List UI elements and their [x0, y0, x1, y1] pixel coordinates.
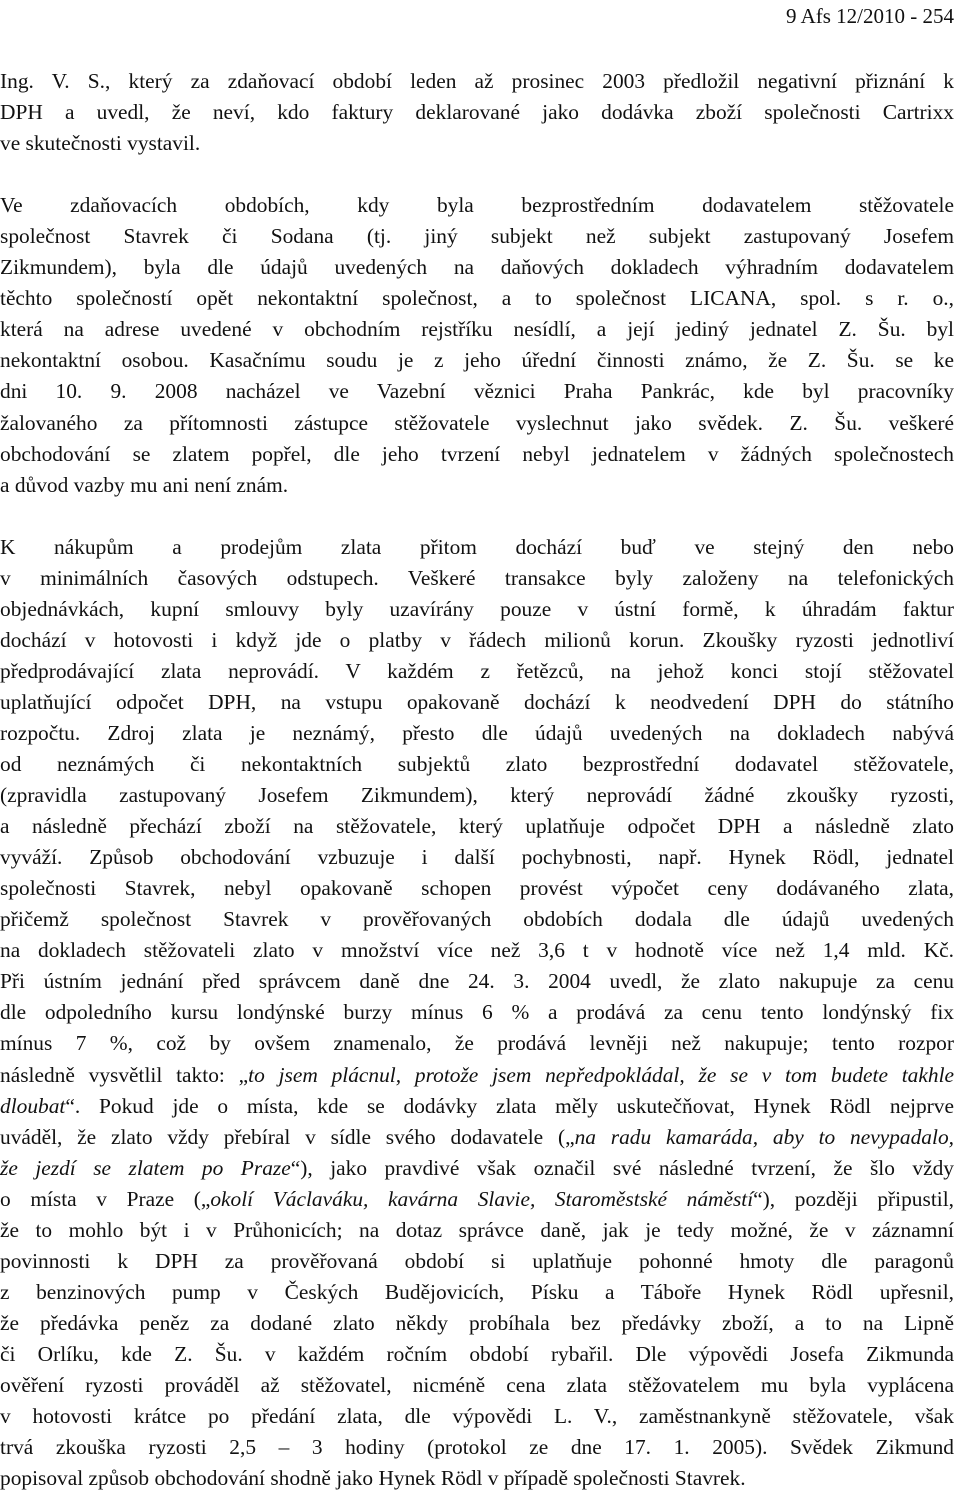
text-line — [0, 563, 954, 594]
text-segment: obchodování se zlatem popřel, dle jeho tvrzení nebyl jednatelem v žádných společnostech — [0, 441, 954, 466]
text-segment: objednávkách, kupní smlouvy byly uzavírány pouze v ústní formě, k úhradám faktur — [0, 596, 954, 621]
text-line — [0, 1370, 954, 1401]
text-line — [0, 283, 954, 314]
quoted-testimony: to jsem plácnul, protože jsem nepředpokládal, že se v tom budete takhle — [248, 1062, 954, 1087]
text-segment: DPH a uvedl, že neví, kdo faktury deklarované jako dodávka zboží společnosti Cartrixx — [0, 100, 954, 125]
text-segment: nekontaktní osobou. Kasačnímu soudu je z jeho úřední činnosti známo, že Z. Šu. se ke — [0, 348, 954, 373]
text-segment: na dokladech stěžovateli zlato v množství více než 3,6 t v hodnotě více než 1,4 mld. Kč. — [0, 938, 954, 963]
text-segment: o místa v Praze („ — [0, 1186, 211, 1211]
text-segment: dle odpoledního kursu londýnské burzy mínus 6 % a prodává za cenu tento londýnský fix — [0, 1000, 954, 1025]
text-segment: Při ústním jednání před správcem daně dne 24. 3. 2004 uvedl, že zlato nakupuje za cenu — [0, 969, 954, 994]
text-line — [0, 1463, 954, 1494]
text-segment: a následně přechází zboží na stěžovatele, který uplatňuje odpočet DPH a následně zlato — [0, 814, 954, 839]
text-line — [0, 1028, 954, 1059]
text-segment: trvá zkouška ryzosti 2,5 – 3 hodiny (protokol ze dne 17. 1. 2005). Svědek Zikmund — [0, 1435, 954, 1460]
text-segment: Zikmundem), byla dle údajů uvedených na daňových dokladech výhradním dodavatelem — [0, 255, 954, 280]
text-line — [0, 780, 954, 811]
text-line — [0, 997, 954, 1028]
text-line — [0, 470, 954, 501]
text-line — [0, 66, 954, 97]
text-line — [0, 190, 954, 221]
text-segment: (zpravidla zastupovaný Josefem Zikmundem), který neprovádí žádné zkoušky ryzosti, — [0, 783, 954, 808]
text-line — [0, 749, 954, 780]
text-line — [0, 935, 954, 966]
text-line — [0, 439, 954, 470]
text-segment: povinnosti k DPH za prověřovaná období si uplatňuje pohonné hmoty dle paragonů — [0, 1248, 954, 1273]
text-segment: Ing. V. S., který za zdaňovací období leden až prosinec 2003 předložil negativní přiznání k — [0, 69, 954, 93]
text-line — [0, 97, 954, 128]
text-line — [0, 128, 954, 159]
text-line — [0, 1432, 954, 1463]
paragraph-gap — [0, 501, 954, 532]
paragraph-gap — [0, 159, 954, 190]
document-body — [0, 66, 954, 1494]
text-line — [0, 1215, 954, 1246]
paragraph — [0, 190, 954, 500]
text-segment: mínus 7 %, což by ovšem znamenalo, že prodává levněji než nakupuje; tento rozpor — [0, 1031, 954, 1056]
page-header — [786, 2, 954, 30]
text-segment: ověření ryzosti prováděl až stěžovatel, nicméně cena zlata stěžovatelem mu byla vyplácena — [0, 1372, 954, 1397]
text-line — [0, 873, 954, 904]
text-line — [0, 1308, 954, 1339]
text-line — [0, 904, 954, 935]
text-line — [0, 1277, 954, 1308]
text-segment: “), jako pravdivé však označil své následné tvrzení, že šlo vždy — [290, 1155, 954, 1180]
paragraph — [0, 66, 954, 159]
text-segment: společnost Stavrek či Sodana (tj. jiný subjekt než subjekt zastupovaný Josefem — [0, 224, 954, 249]
text-segment: že to mohlo být i v Průhonicích; na dotaz správce daně, jak je tedy možné, že v záznamní — [0, 1217, 954, 1242]
quoted-testimony: na radu kamaráda, aby to nevypadalo, — [574, 1124, 954, 1149]
text-segment: společnosti Stavrek, nebyl opakovaně schopen provést výpočet ceny dodávaného zlata, — [0, 876, 954, 901]
text-line — [0, 966, 954, 997]
text-segment: která na adrese uvedené v obchodním rejstříku nesídlí, a její jediný jednatel Z. Šu. byl — [0, 317, 954, 342]
text-line — [0, 1401, 954, 1432]
text-segment: vyváží. Způsob obchodování vzbuzuje i další pochybnosti, např. Hynek Rödl, jednatel — [0, 845, 954, 870]
text-line — [0, 345, 954, 376]
text-segment: že předávka peněz za dodané zlato někdy probíhala bez předávky zboží, a to na Lipně — [0, 1310, 954, 1335]
text-segment: žalovaného za přítomnosti zástupce stěžovatele vyslechnut jako svědek. Z. Šu. veškeré — [0, 410, 954, 435]
case-number: 9 Afs 12/2010 - 254 — [786, 4, 954, 28]
text-segment: těchto společností opět nekontaktní společnost, a to společnost LICANA, spol. s r. o., — [0, 286, 954, 311]
text-segment: “. Pokud jde o místa, kde se dodávky zlata měly uskutečňovat, Hynek Rödl nejprve — [65, 1093, 954, 1118]
text-segment: předprodávající zlata neprovádí. V každém z řetězců, na jehož konci stojí stěžovatel — [0, 658, 954, 683]
text-line — [0, 408, 954, 439]
text-segment: Ve zdaňovacích obdobích, kdy byla bezprostředním dodavatelem stěžovatele — [0, 193, 954, 218]
quoted-testimony: že jezdí se zlatem po Praze — [0, 1155, 291, 1180]
text-line — [0, 314, 954, 345]
text-line — [0, 687, 954, 718]
text-segment: přičemž společnost Stavrek v prověřovaných obdobích dodala dle údajů uvedených — [0, 907, 954, 932]
text-segment: v minimálních časových odstupech. Veškeré transakce byly založeny na telefonických — [0, 565, 954, 590]
text-line — [0, 252, 954, 283]
text-line — [0, 1184, 954, 1215]
text-line — [0, 594, 954, 625]
text-line — [0, 811, 954, 842]
text-line — [0, 1091, 954, 1122]
text-segment: od neznámých či nekontaktních subjektů zlato bezprostřední dodavatel stěžovatele, — [0, 752, 954, 777]
text-segment: uplatňující odpočet DPH, na vstupu opakovaně dochází k neodvedení DPH do státního — [0, 689, 954, 714]
paragraph — [0, 532, 954, 1494]
text-segment: “), později připustil, — [753, 1186, 954, 1211]
text-line — [0, 221, 954, 252]
text-line — [0, 625, 954, 656]
text-segment: uváděl, že zlato vždy přebíral v sídle svého dodavatele („ — [0, 1124, 575, 1149]
text-line — [0, 1246, 954, 1277]
text-line — [0, 532, 954, 563]
text-segment: následně vysvětlil takto: „ — [0, 1062, 249, 1087]
text-line — [0, 718, 954, 749]
text-line — [0, 656, 954, 687]
text-line — [0, 1060, 954, 1091]
text-segment: K nákupům a prodejům zlata přitom dochází buď ve stejný den nebo — [0, 534, 954, 559]
text-line — [0, 1153, 954, 1184]
text-segment: dochází v hotovosti i když jde o platby v řádech milionů korun. Zkoušky ryzosti jednotliví — [0, 627, 954, 652]
quoted-testimony: dloubat — [0, 1093, 66, 1118]
text-segment: dni 10. 9. 2008 nacházel ve Vazební věznici Praha Pankrác, kde byl pracovníky — [0, 379, 954, 404]
text-segment: z benzinových pump v Českých Budějovicích, Písku a Táboře Hynek Rödl upřesnil, — [0, 1279, 954, 1304]
text-line — [0, 842, 954, 873]
text-segment: či Orlíku, kde Z. Šu. v každém ročním období rybařil. Dle výpovědi Josefa Zikmunda — [0, 1341, 954, 1366]
text-segment: rozpočtu. Zdroj zlata je neznámý, přesto dle údajů uvedených na dokladech nabývá — [0, 720, 954, 745]
text-segment: a důvod vazby mu ani není znám. — [0, 472, 289, 497]
text-line — [0, 1122, 954, 1153]
text-line — [0, 1339, 954, 1370]
text-line — [0, 376, 954, 407]
text-segment: popisoval způsob obchodování shodně jako Hynek Rödl v případě společnosti Stavrek. — [0, 1466, 746, 1491]
quoted-testimony: okolí Václaváku, kavárna Slavie, Staroměstské náměstí — [210, 1186, 754, 1211]
text-segment: ve skutečnosti vystavil. — [0, 131, 201, 156]
text-segment: v hotovosti krátce po předání zlata, dle výpovědi L. V., zaměstnankyně stěžovatele, však — [0, 1404, 954, 1429]
